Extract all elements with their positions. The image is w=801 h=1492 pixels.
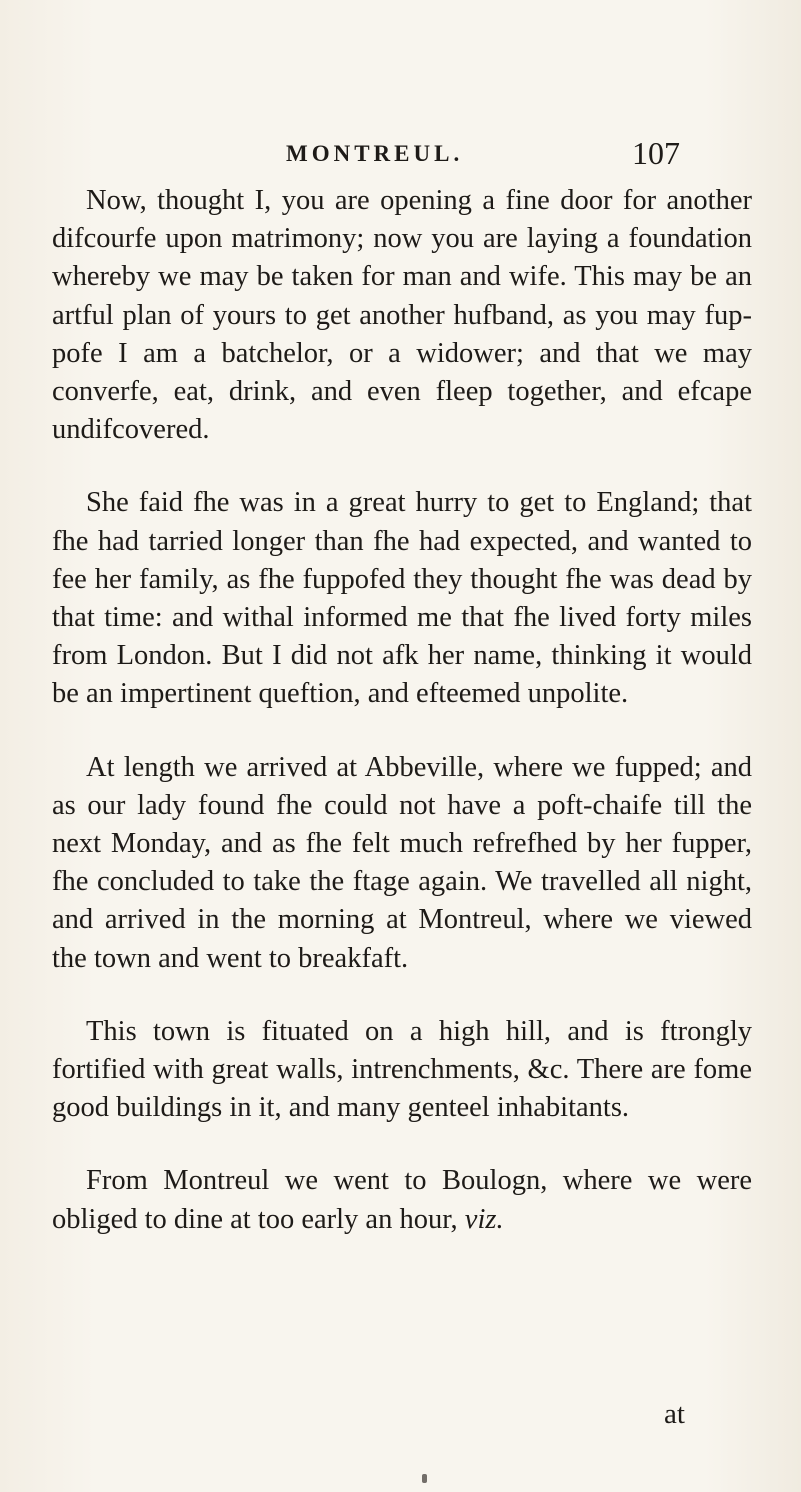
paragraph-1: Now, thought I, you are opening a fine door for another difcourfe upon matrimony; now you are laying a foundation whereby we may be taken for man and wife. This may be an artful plan of yours to get another hufband, as you may fuppofe I am a batchelor, or a widower; and that we may converfe, eat, drink, and even fleep together, and efcape undifcovered. bbox=[52, 185, 752, 446]
paragraph-5: From Montreul we went to Boulogn, where we were obliged to dine at too early an hour, viz. bbox=[52, 1165, 752, 1235]
body-text bbox=[52, 182, 752, 1274]
running-head: MONTREUL. bbox=[286, 141, 464, 166]
signature-mark bbox=[422, 1474, 427, 1483]
catchword: at bbox=[664, 1398, 685, 1430]
paragraph-4: This town is fituated on a high hill, and is ftrongly fortified with great walls, intrenchments, &c. There are fome good buildings in it, and many genteel inhabitants. bbox=[52, 1015, 752, 1124]
paragraph-2: She faid fhe was in a great hurry to get to England; that fhe had tarried longer than fhe had expected, and wanted to fee her family, as fhe fuppofed they thought fhe was dead by that time: and withal informed me that fhe lived forty miles from London. But I did not afk her name, thinking it would be an impertinent queftion, and efteemed unpolite. bbox=[52, 487, 752, 710]
page-header bbox=[0, 135, 801, 175]
page-number: 107 bbox=[632, 135, 680, 171]
paragraph-3: At length we arrived at Abbeville, where we fupped; and as our lady found fhe could not have a poft-chaife till the next Monday, and as fhe felt much refrefhed by her fupper, fhe concluded to take the ftage again. We travelled all night, and arrived in the morning at Montreul, where we viewed the town and went to breakfaft. bbox=[52, 751, 752, 974]
italic-viz: viz. bbox=[464, 1203, 504, 1235]
